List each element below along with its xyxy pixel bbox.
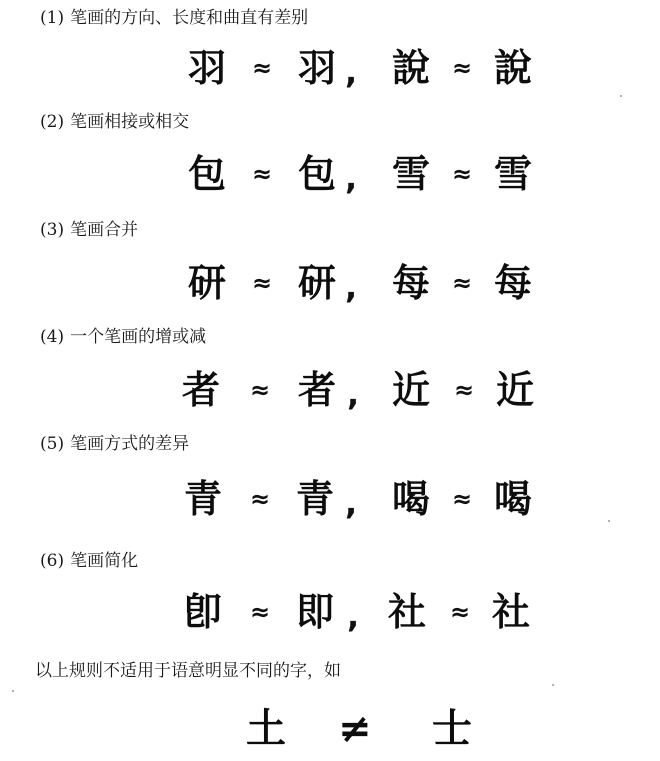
rule-4-char-a-left: 者: [182, 368, 221, 412]
rule-2-char-a-right: 包: [298, 152, 337, 196]
rule-2-number: (2): [40, 112, 65, 132]
rule-4-comma: ,: [347, 375, 360, 413]
rule-5-number: (5): [40, 434, 65, 454]
rule-3-number: (3): [40, 220, 65, 240]
rule-3-char-b-right: 每: [494, 261, 533, 305]
rule-4-example-row: [0, 366, 660, 414]
rule-2-char-a-left: 包: [188, 152, 227, 196]
final-char-right: 士: [432, 706, 472, 752]
rule-6-approx-b: ≈: [450, 598, 471, 626]
rule-6-number: (6): [40, 551, 65, 571]
rule-2-approx-a: ≈: [252, 160, 273, 188]
rule-1-char-a-right: 羽: [298, 46, 337, 90]
rule-6-comma: ,: [347, 597, 360, 635]
rule-3-text: 笔画合并: [70, 220, 139, 240]
rule-6-approx-a: ≈: [250, 598, 271, 626]
rule-5-char-b-left: 喝: [392, 477, 431, 521]
rule-5-approx-a: ≈: [250, 485, 271, 513]
rule-5-example-row: [0, 475, 660, 523]
rule-1-heading: [40, 8, 308, 28]
scan-speck: [620, 95, 622, 97]
rule-3-char-b-left: 每: [392, 261, 431, 305]
rule-6-char-b-right: 社: [492, 590, 531, 634]
rule-2-char-b-left: 雪: [392, 152, 431, 196]
rule-5-char-b-right: 喝: [494, 477, 533, 521]
scan-speck: [12, 690, 14, 692]
rule-1-comma: ,: [345, 53, 358, 91]
rule-3-approx-a: ≈: [252, 269, 273, 297]
rule-4-char-b-right: 近: [496, 368, 535, 412]
rule-1-char-b-left: 說: [392, 46, 431, 90]
rule-5-char-a-left: 青: [184, 477, 223, 521]
rule-4-number: (4): [40, 327, 65, 347]
rule-1-approx-b: ≈: [452, 54, 473, 82]
not-equal-symbol: ≠: [338, 706, 372, 752]
rule-3-char-a-right: 研: [298, 261, 337, 305]
rule-6-char-b-left: 社: [388, 590, 427, 634]
rule-4-heading: [40, 327, 206, 347]
rule-2-example-row: [0, 150, 660, 198]
rule-3-char-a-left: 研: [188, 261, 227, 305]
rule-6-char-a-right: 即: [296, 590, 335, 634]
exception-note: 以上规则不适用于语意明显不同的字，如: [35, 661, 341, 681]
rule-1-number: (1): [40, 8, 65, 28]
rule-2-comma: ,: [345, 159, 358, 197]
scan-speck: [608, 520, 610, 522]
rule-1-approx-a: ≈: [252, 54, 273, 82]
rule-3-heading: [40, 220, 138, 240]
rule-6-char-a-left: 卽: [184, 590, 223, 634]
rule-1-text: 笔画的方向、长度和曲直有差别: [70, 8, 309, 28]
rule-4-char-a-right: 者: [298, 368, 337, 412]
scan-speck: [552, 684, 554, 686]
rule-2-approx-b: ≈: [452, 160, 473, 188]
rule-1-char-a-left: 羽: [188, 46, 227, 90]
rule-2-heading: [40, 112, 189, 132]
final-char-left: 土: [246, 706, 286, 752]
rule-4-text: 一个笔画的增或减: [70, 327, 207, 347]
rule-1-example-row: [0, 44, 660, 92]
rule-6-text: 笔画简化: [70, 551, 139, 571]
rule-3-comma: ,: [345, 268, 358, 306]
rule-5-text: 笔画方式的差异: [70, 434, 190, 454]
rule-2-text: 笔画相接或相交: [70, 112, 190, 132]
rule-4-approx-a: ≈: [250, 376, 271, 404]
rule-3-approx-b: ≈: [452, 269, 473, 297]
final-example-row: [0, 703, 660, 755]
rule-3-example-row: [0, 259, 660, 307]
rule-4-char-b-left: 近: [392, 368, 431, 412]
rule-5-char-a-right: 青: [296, 477, 335, 521]
rule-5-comma: ,: [345, 484, 358, 522]
rule-6-heading: [40, 551, 138, 571]
rule-4-approx-b: ≈: [454, 376, 475, 404]
rule-6-example-row: [0, 588, 660, 636]
rule-5-heading: [40, 434, 189, 454]
rule-1-char-b-right: 說: [494, 46, 533, 90]
rule-2-char-b-right: 雪: [494, 152, 533, 196]
rule-5-approx-b: ≈: [452, 485, 473, 513]
